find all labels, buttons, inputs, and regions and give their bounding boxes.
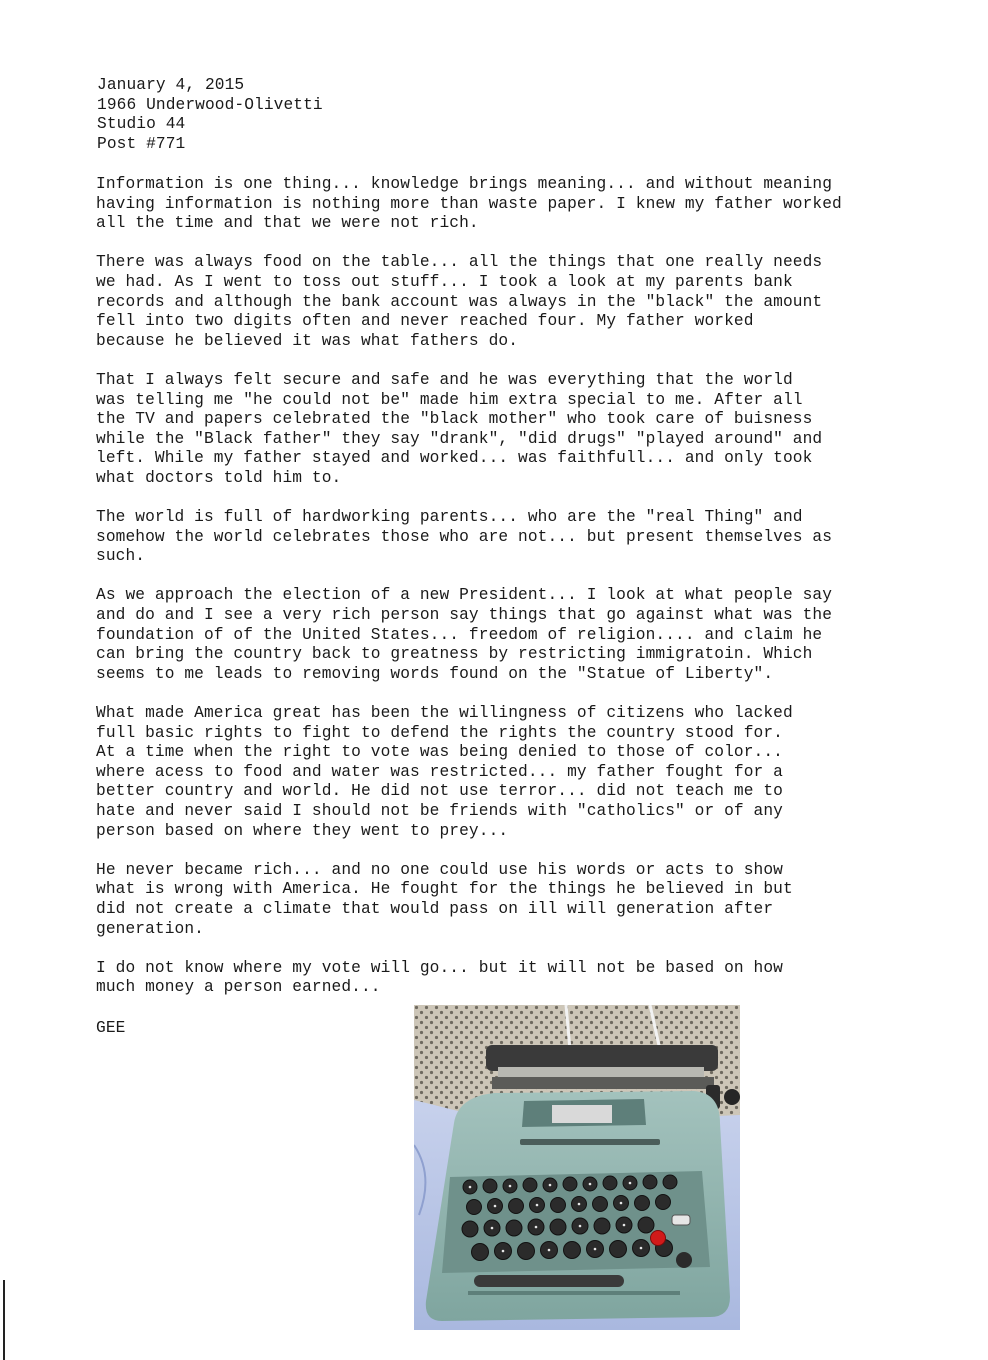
- paragraph: I do not know where my vote will go... but it will not be based on how much money a person earned...: [96, 958, 783, 997]
- typewriter-photo-icon: [414, 1005, 740, 1330]
- paragraph: That I always felt secure and safe and he was everything that the world was telling me "he could not be" made him extra special to me. After all the TV and papers celebrated the "black mother" who took care of buisness while the "Black father" they say "drank", "did drugs" "played around" and left. While my father stayed and worked... was faithfull... and only took what doctors told him to.: [96, 370, 823, 487]
- paragraph: Information is one thing... knowledge brings meaning... and without meaning having information is nothing more than waste paper. I knew my father worked all the time and that we were not rich.: [96, 175, 842, 233]
- typewriter-model: Studio 44: [97, 115, 186, 134]
- crop-mark: [3, 1280, 5, 1360]
- letter-body: [96, 175, 896, 1018]
- letter-header: [97, 76, 323, 154]
- typewriter-name: 1966 Underwood-Olivetti: [97, 95, 323, 114]
- paragraph: As we approach the election of a new President... I look at what people say and do and I see a very rich person say things that go against what was the foundation of of the United States... freedom of religion.... and claim he can bring the country back to greatness by restricting immigratoin. Which seems to me leads to removing words found on the "Statue of Liberty".: [96, 586, 833, 683]
- paragraph: The world is full of hardworking parents... who are the "real Thing" and somehow the world celebrates those who are not... but present themselves as such.: [96, 508, 833, 566]
- signature: GEE: [96, 1019, 126, 1037]
- paragraph: He never became rich... and no one could use his words or acts to show what is wrong with America. He fought for the things he believed in but did not create a climate that would pass on ill will generation after generation.: [96, 860, 793, 938]
- paragraph: There was always food on the table... all the things that one really needs we had. As I went to toss out stuff... I took a look at my parents bank records and although the bank account was always in the "black" the amount fell into two digits often and never reached four. My father worked because he believed it was what fathers do.: [96, 253, 823, 350]
- letter-date: January 4, 2015: [97, 76, 245, 94]
- paragraph: What made America great has been the willingness of citizens who lacked full basic rights to fight to defend the rights the country stood for. At a time when the right to vote was being denied to those of color... where acess to food and water was restricted... my father fought for a better country and world. He did not use terror... did not teach me to hate and never said I should not be friends with "catholics" or of any person based on where they went to prey...: [96, 704, 793, 840]
- post-number: Post #771: [97, 134, 186, 153]
- typewriter-photo: [414, 1005, 740, 1330]
